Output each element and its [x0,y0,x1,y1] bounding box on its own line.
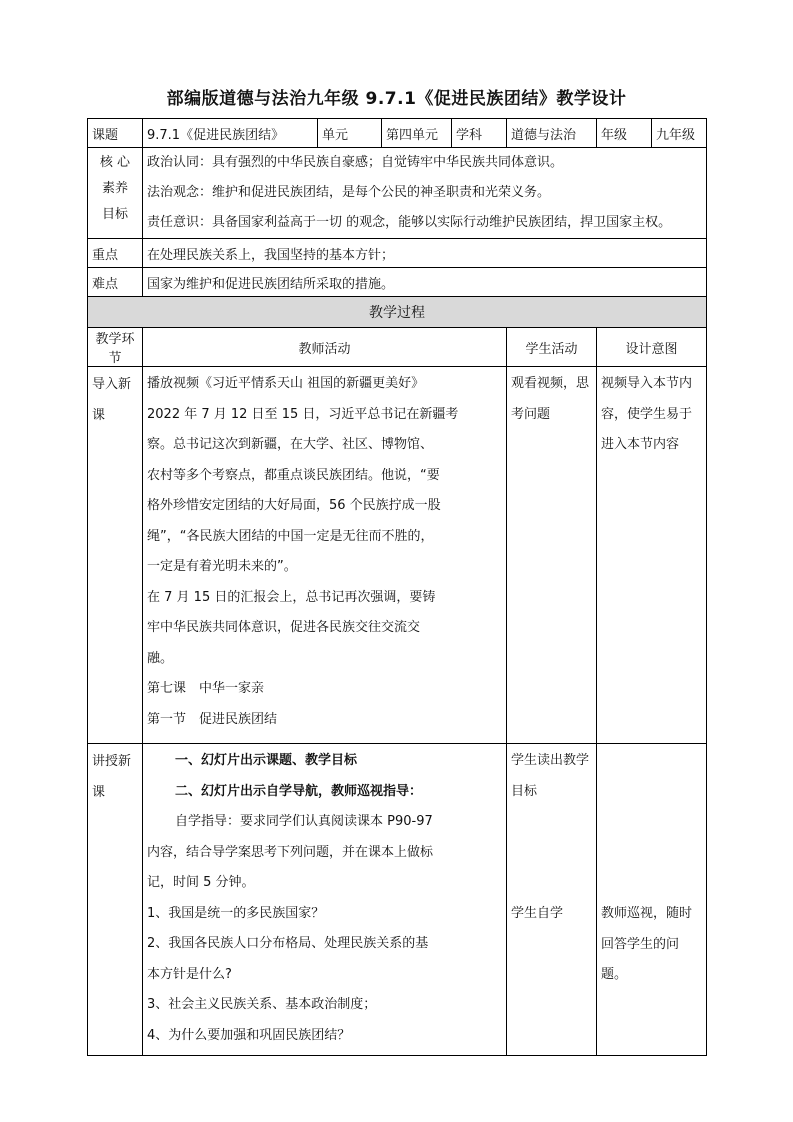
stage-label: 讲授新课 [92,754,132,800]
teacher-line: 播放视频《习近平情系天山 祖国的新疆更美好》 [147,376,425,391]
key-point-label: 重点 [88,239,143,268]
intent-line: 进入本节内容 [601,437,680,452]
process-header-row [88,297,707,328]
core-label-line: 核 心 [99,155,131,170]
core-goal-legal: 法治观念：维护和促进民族团结，是每个公民的神圣职责和光荣义务。 [147,185,551,200]
teacher-line: 一定是有着光明未来的”。 [147,559,297,574]
teacher-line: 察。总书记这次到新疆，在大学、社区、博物馆、 [147,437,434,452]
teacher-heading: 二、幻灯片出示自学导航，教师巡视指导： [175,783,423,799]
teacher-line: 绳”，“各民族大团结的中国一定是无往而不胜的， [147,528,434,544]
intent-line: 题。 [601,967,628,982]
process-header: 教学过程 [88,297,707,328]
course-label: 课题 [88,119,143,148]
teacher-line: 记，时间 5 分钟。 [147,875,255,890]
teacher-line: 第七课 中华一家亲 [147,681,265,696]
col-stage: 教学环节 [88,328,143,367]
teacher-line: 自学指导：要求同学们认真阅读课本 P90-97 [175,814,433,829]
teacher-line: 农村等多个考察点，都重点谈民族团结。他说，“要 [147,467,440,483]
teacher-line: 2、我国各民族人口分布格局、处理民族关系的基 [147,936,429,951]
teacher-line: 融。 [147,650,174,666]
intro-row [88,367,707,744]
new-lesson-row [88,744,707,1056]
teacher-line: 本方针是什么? [147,966,232,982]
col-student: 学生活动 [507,328,597,367]
col-teacher: 教师活动 [143,328,507,367]
intent-line: 教师巡视，随时 [601,906,693,921]
teacher-line: 在 7 月 15 日的汇报会上，总书记再次强调，要铸 [147,589,436,605]
course-value: 9.7.1《促进民族团结》 [143,119,318,148]
student-line: 观看视频，思 [511,376,590,391]
student-line: 学生自学 [511,906,564,921]
info-row [88,119,707,148]
teacher-line: 格外珍惜安定团结的大好局面，56 个民族拧成一股 [147,498,441,513]
col-intent: 设计意图 [597,328,707,367]
unit-label: 单元 [318,119,382,148]
unit-value: 第四单元 [382,119,452,148]
core-literacy-row [88,148,707,239]
difficulty-row [88,268,707,297]
teacher-line: 4、为什么要加强和巩固民族团结？ [147,1027,351,1043]
grade-value: 九年级 [652,119,707,148]
teacher-line: 内容，结合导学案思考下列问题，并在课本上做标 [147,844,434,860]
teacher-line: 1、我国是统一的多民族国家？ [147,905,325,921]
lesson-plan-table [87,118,707,1056]
subject-value: 道德与法治 [507,119,597,148]
subject-label: 学科 [452,119,507,148]
student-line: 学生读出教学 [511,753,590,768]
teacher-line: 第一节 促进民族团结 [147,711,278,727]
intent-line: 视频导入本节内 [601,376,693,391]
core-goal-responsibility: 责任意识：具备国家利益高于一切 的观念，能够以实际行动维护民族团结，捍卫国家主权。 [147,215,672,230]
teacher-line: 2022 年 7 月 12 日至 15 日，习近平总书记在新疆考 [147,406,459,422]
student-line: 考问题 [511,406,551,422]
core-label-line: 素养 [101,181,128,196]
intent-line: 容，使学生易于 [601,406,693,422]
teacher-line: 3、社会主义民族关系、基本政治制度； [147,997,377,1012]
difficulty-value: 国家为维护和促进民族团结所采取的措施。 [143,268,707,297]
core-label-line: 目标 [101,207,128,222]
key-point-value: 在处理民族关系上，我国坚持的基本方针； [143,239,707,268]
column-header-row [88,328,707,367]
teacher-heading: 一、幻灯片出示课题、教学目标 [175,753,358,768]
stage-label: 导入新课 [92,377,132,423]
document-title: 部编版道德与法治九年级 9.7.1《促进民族团结》教学设计 [166,89,627,109]
core-goal-political: 政治认同：具有强烈的中华民族自豪感；自觉铸牢中华民族共同体意识。 [147,155,564,170]
key-point-row [88,239,707,268]
intent-line: 回答学生的问 [601,936,680,952]
teacher-line: 牢中华民族共同体意识，促进各民族交往交流交 [147,620,421,635]
difficulty-label: 难点 [88,268,143,297]
student-line: 目标 [511,783,538,799]
grade-label: 年级 [597,119,652,148]
